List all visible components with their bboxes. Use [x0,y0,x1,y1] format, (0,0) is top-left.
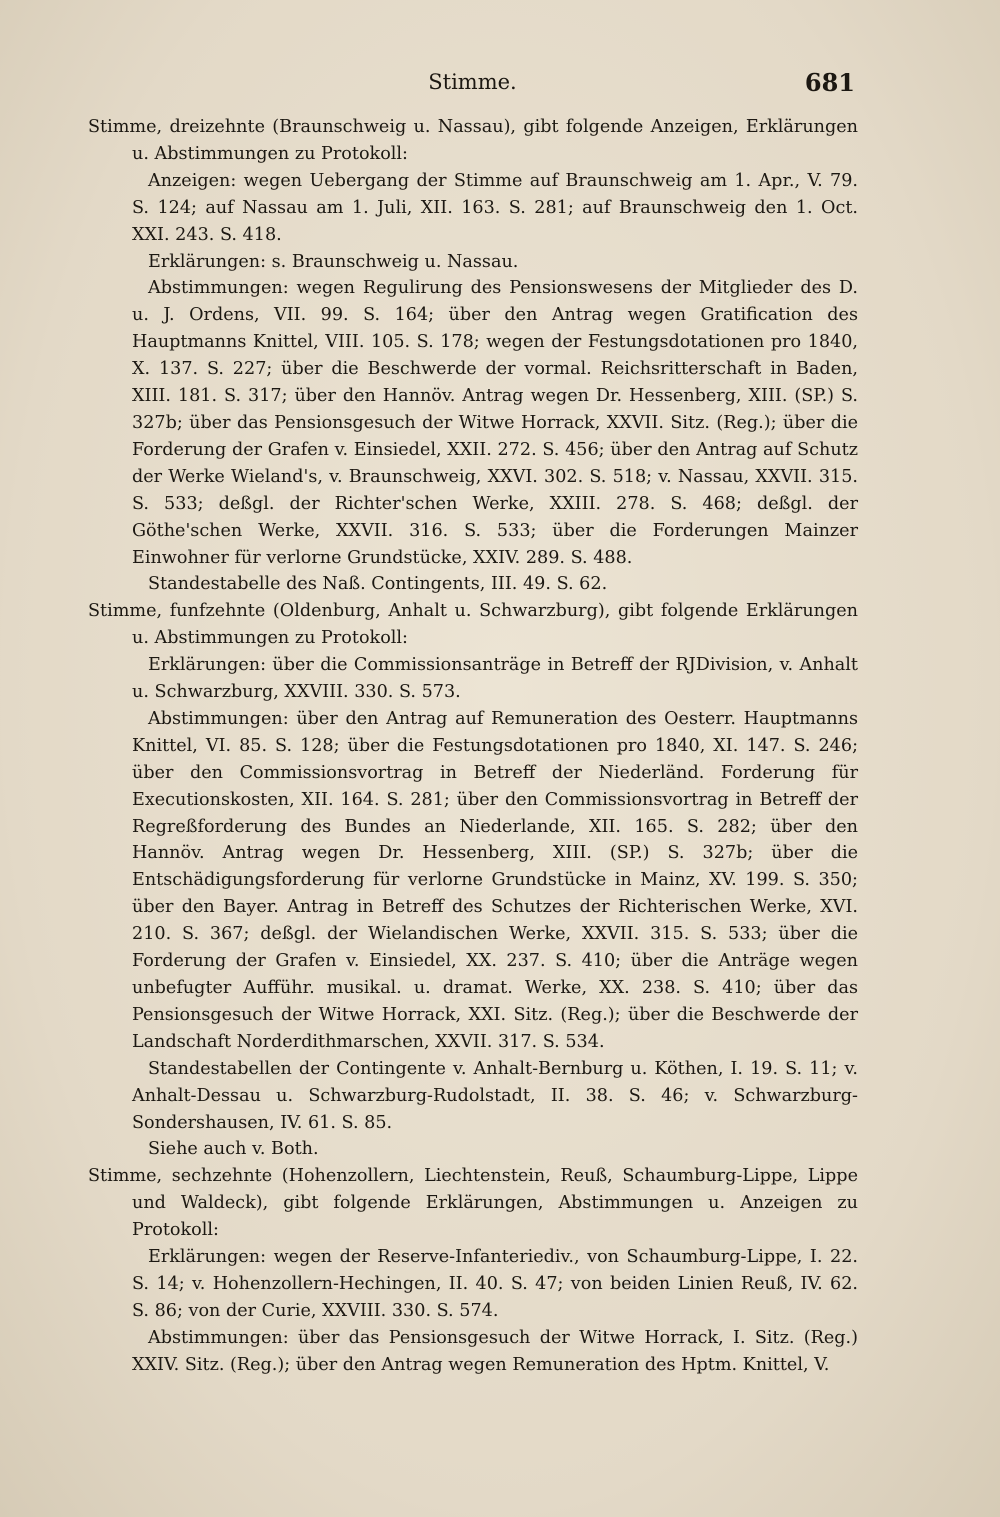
subentry-erklaerungen: Erklärungen: s. Braunschweig u. Nassau. [148,251,519,272]
subentry-anzeigen: Anzeigen: wegen Uebergang der Stimme auf Braunschweig am 1. Apr., V. 79. S. 124; auf Nassau am 1. Juli, XII. 163. S. 281; auf Braunschweig den 1. Oct. XXI. 243. S. 418. [132,170,858,245]
entry-stimme-sechzehnte: Stimme, sechzehnte (Hohenzollern, Liechtenstein, Reuß, Schaumburg-Lippe, Lippe und Waldeck), gibt folgende Erklärungen, Abstimmungen u. Anzeigen zu Protokoll: [88,1166,858,1241]
subentry-standestabellen: Standestabellen der Contingente v. Anhalt-Bernburg u. Köthen, I. 19. S. 11; v. Anhalt-Dessau u. Schwarzburg-Rudolstadt, II. 38. S. 46; v. Schwarzburg-Sondershausen, IV. 61. S. 85. [132,1058,858,1133]
subentry-siehe-auch: Siehe auch v. Both. [148,1139,319,1160]
entry-stimme-dreizehnte: Stimme, dreizehnte (Braunschweig u. Nassau), gibt folgende Anzeigen, Erklärungen u. Abstimmungen zu Protokoll: [88,117,858,164]
subentry-standestabelle: Standestabelle des Naß. Contingents, III. 49. S. 62. [148,574,608,595]
entry-stimme-funfzehnte: Stimme, funfzehnte (Oldenburg, Anhalt u. Schwarzburg), gibt folgende Erklärungen u. Abstimmungen zu Protokoll: [88,601,858,649]
subentry-abstimmungen: Abstimmungen: über das Pensionsgesuch der Witwe Horrack, I. Sitz. (Reg.) XXIV. Sitz. (Reg.); über den Antrag wegen Remuneration des Hptm. Knittel, V. [132,1327,858,1375]
subentry-erklaerungen: Erklärungen: wegen der Reserve-Infanteriediv., von Schaumburg-Lippe, I. 22. S. 14; v. Hohenzollern-Hechingen, II. 40. S. 47; von beiden Linien Reuß, IV. 62. S. 86; von der Curie, XXVIII. 330. S. 574. [132,1247,858,1321]
subentry-abstimmungen: Abstimmungen: wegen Regulirung des Pensionswesens der Mitglieder des D. u. J. Ordens, VII. 99. S. 164; über den Antrag wegen Gratification des Hauptmanns Knittel, VIII. 105. S. 178; wegen der Festungsdotationen pro 1840, X. 137. S. 227; über die Beschwerde der vormal. Reichsritterschaft in Baden, XIII. 181. S. 317; über den Hannöv. Antrag wegen Dr. Hessenberg, XIII. (SP.) S. 327b; über das Pensionsgesuch der Witwe Horrack, XXVII. Sitz. (Reg.); über die Forderung der Grafen v. Einsiedel, XXII. 272. S. 456; über den Antrag auf Schutz der Werke Wieland's, v. Braunschweig, XXVI. 302. S. 518; v. Nassau, XXVII. 315. S. 533; deßgl. der Richter'schen Werke, XXIII. 278. S. 468; deßgl. der Göthe'schen Werke, XXVII. 316. S. 533; über die Forderungen Mainzer Einwohner für verlorne Grundstücke, XXIV. 289. S. 488. [132,278,858,568]
page-number: 681 [804,68,855,97]
page-header [90,68,855,104]
index-body [88,114,858,1379]
running-head: Stimme. [428,70,517,94]
subentry-abstimmungen: Abstimmungen: über den Antrag auf Remuneration des Oesterr. Hauptmanns Knittel, VI. 85. S. 128; über die Festungsdotationen pro 1840, XI. 147. S. 246; über den Commissionsvortrag in Betreff der Niederländ. Forderung für Executionskosten, XII. 164. S. 281; über den Commissionsvortrag in Betreff der Regreßforderung des Bundes an Niederlande, XII. 165. S. 282; über den Hannöv. Antrag wegen Dr. Hessenberg, XIII. (SP.) S. 327b; über die Entschädigungsforderung für verlorne Grundstücke in Mainz, XV. 199. S. 350; über den Bayer. Antrag in Betreff des Schutzes der Richterischen Werke, XVI. 210. S. 367; deßgl. der Wielandischen Werke, XXVII. 315. S. 533; über die Forderung der Grafen v. Einsiedel, XX. 237. S. 410; über die Anträge wegen unbefugter Aufführ. musikal. u. dramat. Werke, XX. 238. S. 410; über das Pensionsgesuch der Witwe Horrack, XXI. Sitz. (Reg.); über die Beschwerde der Landschaft Norderdithmarschen, XXVII. 317. S. 534. [132,708,858,1052]
subentry-erklaerungen: Erklärungen: über die Commissionsanträge in Betreff der RJDivision, v. Anhalt u. Schwarzburg, XXVIII. 330. S. 573. [132,655,858,703]
